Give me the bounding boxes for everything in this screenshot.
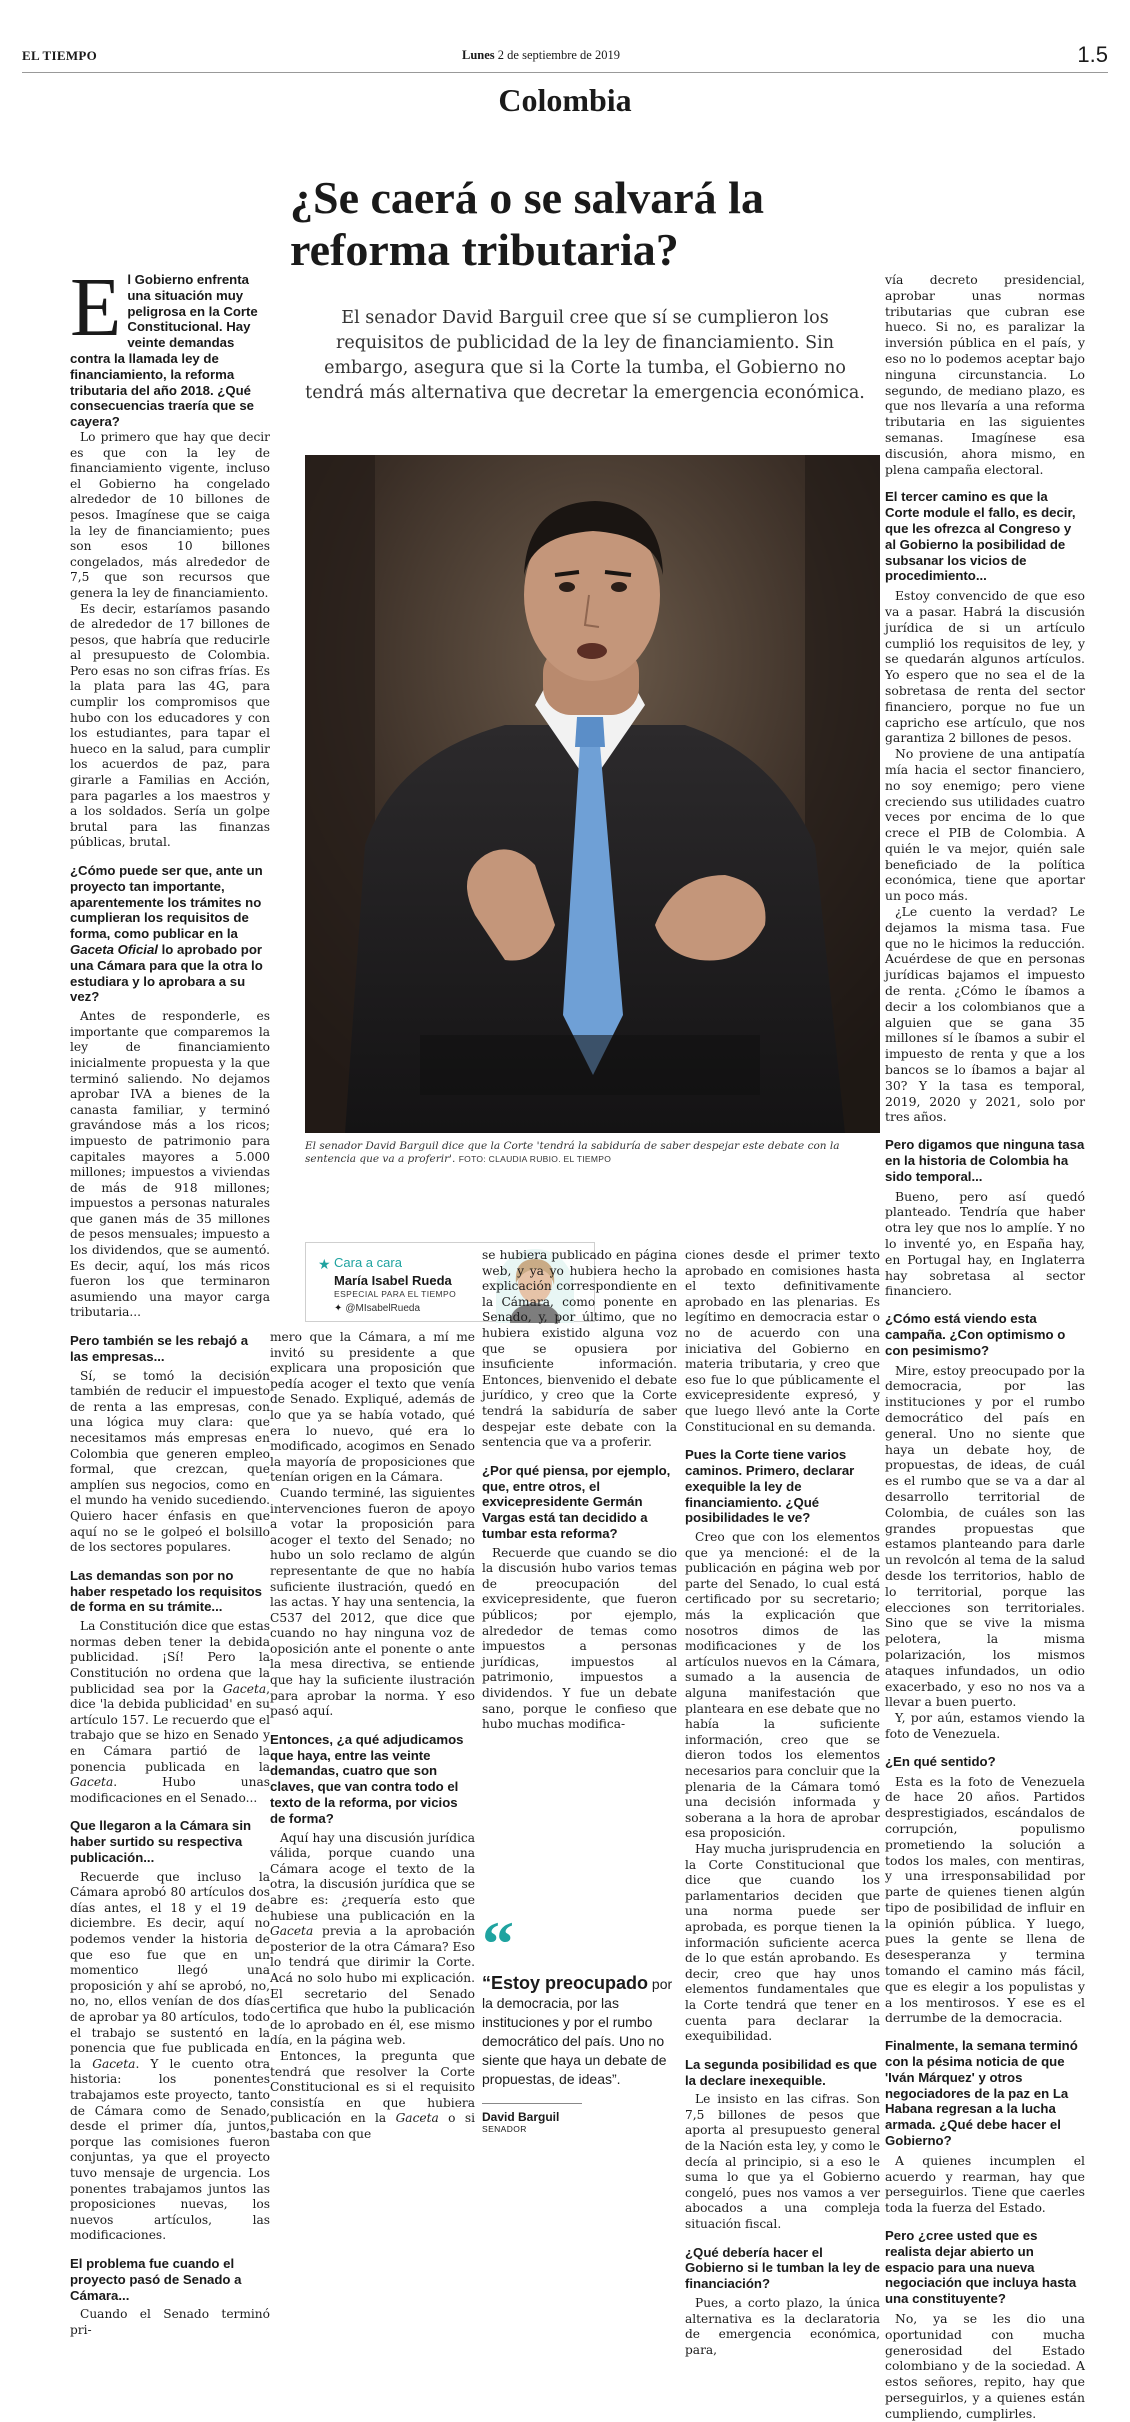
pull-quote-text: “Estoy preocupado por la democracia, por las instituciones y por el rumbo democrático del país. Uno no siente que haya un debate de propuestas, de ideas”. (482, 1973, 673, 2087)
question: Las demandas son por no haber respetado los requisitos de forma en su trámite... (70, 1567, 263, 1615)
question: Pero ¿cree usted que es realista dejar abierto un espacio para una nueva negociación que incluya hasta una constituyente? (885, 2228, 1077, 2307)
edition-date: Lunes 2 de septiembre de 2019 (462, 48, 620, 62)
question: ¿Por qué piensa, por ejemplo, que, entre otros, el exvicepresidente Germán Vargas está tan decidido a tumbar esta reforma? (482, 1462, 671, 1541)
paragraph: mero que la Cámara, a mí me invitó su presidente a que explicara una proposición que pedía acoger el texto que venía de Senado. Expliqué, además de lo que ya se había votado, qué era lo nuevo, qué era lo modificado, acogimos en Senado la mayoría de proposiciones que tenían origen en la Cámara. (270, 1330, 475, 1485)
paragraph: ¿Le cuento la verdad? Le dejamos la misma tasa. Fue que no le hicimos la reducción. Acuérdese de que en personas jurídicas bajamos el impuesto de renta. ¿Cómo le íbamos a decir a los colombianos que a alguien que se gana 35 millones sí le íbamos a subir el impuesto de renta y que a los bancos se lo íbamos a bajar al 30? Y la tasa es temporal, 2019, 2020 y 2021, solo por tres años. (885, 904, 1085, 1125)
divider (482, 2103, 582, 2104)
paragraph: Lo primero que hay que decir es que con la ley de financiamiento vigente, incluso el Gobierno ha congelado alrededor de 10 billones de pesos. Imagínese que se caiga la ley de financiamiento; pues son esos 10 billones congelados, más alrededor de 7,5 que son recursos que genera la ley de financiamiento. (70, 429, 270, 600)
question: El problema fue cuando el proyecto pasó de Senado a Cámara... (70, 2255, 242, 2303)
dropcap: E (70, 261, 122, 354)
question: Finalmente, la semana terminó con la pésima noticia de que 'Iván Márquez' y otros negociadores de la paz en La Habana regresan a la lucha armada. ¿Qué debe hacer el Gobierno? (885, 2038, 1078, 2149)
question: Entonces, ¿a qué adjudicamos que haya, entre las veinte demandas, cuatro que son claves, que van contra todo el texto de la reforma, por vicios de forma? (270, 1731, 464, 1826)
portrait-photo (305, 455, 880, 1133)
paragraph: se hubiera publicado en página web, y ya yo hubiera hecho la explicación correspondiente en la Cámara, como ponente en Senado, y, por último, que no hubiera existido alguna voz que se opusiera por insuficiente información. Entonces, bienvenido el debate jurídico, y creo que la Corte tendrá la sabiduría de saber despejar este debate con la sentencia que va a proferir. (482, 1248, 677, 1450)
portrait-illustration (305, 455, 880, 1133)
question: Pero también se les rebajó a las empresas... (70, 1333, 249, 1364)
paragraph: La Constitución dice que estas normas deben tener la debida publicidad. ¡Sí! Pero la Constitución no ordena que la publicidad sea por la Gaceta, dice 'la debida publicidad' en su artículo 157. Le recuerdo que el trabajo que se hizo en Senado y en Cámara partió de la ponencia publicada en la Gaceta. Hubo unas modificaciones en el Senado... (70, 1619, 270, 1805)
paragraph: Antes de responderle, es importante que comparemos la ley de financiamiento inicialmente propuesta y la que terminó saliendo. No dejamos aprobar IVA a bienes de la canasta familiar, y terminó gravándose más a los ricos; impuesto de patrimonio para capitales mayores a 5.000 millones; impuestos a viviendas de más de 918 millones; impuestos a personas naturales que ganen más de 35 millones de pesos mensuales; impuesto a los dividendos, que se aumentó. Es decir, aquí, los más ricos fueron los que terminaron asumiendo una mayor carga tributaria... (70, 1009, 270, 1320)
column-1 (70, 261, 271, 2352)
author-name: María Isabel Rueda (334, 1273, 452, 1288)
paragraph: Recuerde que cuando se dio la discusión hubo varios temas de preocupación del exvicepresidente, que fueron públicos; por ejemplo, alrededor de temas como impuestos a personas jurídicas, impuestos al patrimonio, impuestos a dividendos. Y fue un debate sano, porque le confieso que hubo muchas modifica- (482, 1545, 677, 1732)
star-icon: ★ (318, 1257, 331, 1273)
section-title: Colombia (498, 82, 632, 118)
paragraph: Bueno, pero así quedó planteado. Tendría que haber otra ley que nos lo amplíe. Y no lo inventé yo, en España hay, en Portugal hay, en Inglaterra hay sobretasa al sector financiero. (885, 1188, 1085, 1299)
author-affiliation: ESPECIAL PARA EL TIEMPO (334, 1289, 457, 1299)
question: Pero digamos que ninguna tasa en la historia de Colombia ha sido temporal... (885, 1137, 1085, 1184)
brand-logo: EL TIEMPO (22, 48, 98, 63)
lead-question: E l Gobierno enfrenta una situación muy peligrosa en la Corte Constitucional. Hay veinte demandas contra la llamada ley de financiamiento, la reforma tributaria del año 2018. ¿Qué consecuencias traería que se cayera? (70, 261, 258, 430)
column-3 (482, 1248, 677, 1898)
paragraph: Creo que con los elementos que ya mencioné: el de la publicación en página web por parte del Senado, lo cual está certificado por su secretario; más la explicación que nosotros dimos de las modificaciones y de los artículos nuevos en la Cámara, sumado a la ausencia de alguna manifestación que planteara en ese debate que no había la suficiente información, creo que se dieron todos los elementos necesarios para concluir que la plenaria de la Cámara tomó una decisión informada y soberana a la hora de aprobar esa proposición. (685, 1530, 880, 1841)
paragraph: Cuando terminé, las siguientes intervenciones fueron de apoyo a votar la proposición para acoger el texto del Senado; no hubo un solo reclamo de algún representante de que no había suficiente ilustración, quedó en las actas. Y hay una sentencia, la C537 del 2012, que dice que cuando no hay ninguna voz de oposición ante el ponente o ante la mesa directiva, se entiende que hay la suficiente ilustración para aprobar la norma. Y eso pasó aquí. (270, 1485, 475, 1719)
paragraph: Sí, se tomó la decisión también de reducir el impuesto de renta a las empresas, con una lógica muy clara: que necesitamos más empresas en Colombia que generen empleo formal, que crezcan, que amplíen sus negocios, como en el mundo ha venido sucediendo. Quiero hacer énfasis en que aquí no se le golpeó el bolsillo de los sectores populares. (70, 1368, 270, 1555)
paragraph: Es decir, estaríamos pasando de alrededor de 17 billones de pesos, que habría que reducirle al presupuesto de Colombia. Pero esas no son cifras frías. Es la plata para las 4G, para cumplir los compromisos que hubo con los educadores y con los estudiantes, para tapar el hueco en la salud, para cumplir los acuerdos de paz, para girarle a Familias en Acción, para pagarles a los maestros y a los soldados. Sería un golpe brutal para las finanzas públicas, brutal. (70, 601, 270, 850)
question: La segunda posibilidad es que la declare inexequible. (685, 2056, 877, 2088)
paragraph: ciones desde el primer texto aprobado en comisiones hasta el texto definitivamente aprobado en las plenarias. Es legítimo en democracia estar o no de acuerdo con una iniciativa del Gobierno en materia tributaria, y creo que eso fue lo que públicamente el exvicepresidente expresó, y que luego llevó ante la Corte Constitucional en su demanda. (685, 1248, 880, 1434)
photo-caption: El senador David Barguil dice que la Corte 'tendrá la sabiduría de saber despejar este debate con la sentencia que va a proferir'. FOTO: CLAUDIA RUBIO. EL TIEMPO (305, 1140, 840, 1165)
photo-credit: FOTO: CLAUDIA RUBIO. EL TIEMPO (458, 1154, 612, 1164)
question: ¿Cómo puede ser que, ante un proyecto tan importante, aparentemente los trámites no cumplieran los requisitos de forma, como publicar en la Gaceta Oficial lo aprobado por una Cámara para que la otra lo estudiara y lo aprobara a su vez? (70, 863, 263, 1005)
paragraph: Estoy convencido de que eso va a pasar. Habrá la discusión jurídica de si un artículo cumplió los requisitos de ley, y se quedarán algunos artículos. Yo espero que no sea el de la sobretasa de renta del sector financiero, porque no fue un capricho ese artículo, que nos garantiza 2 billones de pesos. (885, 588, 1085, 746)
top-rule (22, 72, 1108, 73)
question: El tercer camino es que la Corte module el fallo, es decir, que les ofrezca al Congreso y al Gobierno la posibilidad de subsanar los vicios de procedimiento... (885, 489, 1076, 584)
pull-quote (482, 1908, 677, 2134)
quote-author: David Barguil (482, 2110, 560, 2124)
question: ¿En qué sentido? (885, 1753, 996, 1769)
paragraph: No, ya se les dio una oportunidad con mucha generosidad del Estado colombiano y de la sociedad. A estos señores, repito, hay que perseguirlos, y a quienes están cumpliendo, cumplirles. (885, 2311, 1085, 2421)
question: Que llegaron a la Cámara sin haber surtido su respectiva publicación... (70, 1818, 252, 1865)
paragraph: vía decreto presidencial, aprobar unas normas tributarias que cubran ese hueco. Si no, es paralizar la inversión pública en el país, y eso no lo podemos aceptar bajo ninguna circunstancia. Lo segundo, de mediano plazo, es que nos llevaría a una reforma tributaria en las siguientes semanas. Imagínese esa discusión, ahora mismo, en plena campaña electoral. (885, 272, 1085, 477)
masthead (22, 42, 1108, 68)
twitter-icon: ✦ (334, 1303, 343, 1314)
quote-mark-icon: “ (482, 1908, 514, 1979)
paragraph: No proviene de una antipatía mía hacia el sector financiero, no soy enemigo; pero viene creciendo sus utilidades cuatro veces por encima de lo que crece el PIB de Colombia. A quién le va mejor, quién sale beneficiado de la política económica, tiene que aportar un poco más. (885, 746, 1085, 904)
column-right (885, 272, 1085, 2421)
byline-label: Cara a cara (334, 1255, 402, 1270)
paragraph: Esta es la foto de Venezuela de hace 20 años. Partidos desprestigiados, escándalos de corrupción, populismo prometiendo la solución a todos los males, con mentiras, y una irresponsabilidad por parte de quienes tienen algún tipo de posibilidad de influir en la opinión pública. Y luego, pues la gente se llena de desesperanza y termina tomando el camino más fácil, que es elegir a los populistas y a los mentirosos. Y ese es el derrumbe de la democracia. (885, 1773, 1085, 2026)
paragraph: Le insisto en las cifras. Son 7,5 billones de pesos que aporta al presupuesto general de la Nación esta ley, y como le decía al principio, si a eso le suma lo que ya el Gobierno congeló, pues nos vamos a ver abocados a una compleja situación fiscal. (685, 2092, 880, 2232)
paragraph: A quienes incumplen el acuerdo y rearman, hay que perseguirlos. Tiene que caerles toda la fuerza del Estado. (885, 2152, 1085, 2216)
question: ¿Cómo está viendo esta campaña. ¿Con optimismo o con pesimismo? (885, 1311, 1066, 1358)
quote-author-role: SENADOR (482, 2124, 527, 2134)
deck: El senador David Barguil cree que sí se cumplieron los requisitos de publicidad de la ley de financiamiento. Sin embargo, asegura que si la Corte la tumba, el Gobierno no tendrá más alternativa que decretar la emergencia económica. (305, 308, 865, 403)
headline: ¿Se caerá o se salvará la reforma tributaria? (290, 172, 764, 275)
column-2 (270, 1330, 475, 2330)
paragraph: Cuando el Senado terminó pri- (70, 2307, 270, 2337)
column-4 (685, 1248, 880, 2357)
paragraph: Entonces, la pregunta que tendrá que resolver la Corte Constitucional es si el requisito consistía en que hubiera publicación en la Gaceta o si bastaba con que (270, 2048, 475, 2141)
question: Pues la Corte tiene varios caminos. Primero, declarar exequible la ley de financiamiento. ¿Qué posibilidades le ve? (685, 1447, 855, 1526)
paragraph: Hay mucha jurisprudencia en la Corte Constitucional que dice que cuando los parlamentarios deciden que una norma puede ser aprobada, es porque tienen la información suficiente acerca de lo que están aprobando. Es decir, creo que hay unos elementos fundamentales que la Corte tendrá que tener en cuenta para declarar la exequibilidad. (685, 1841, 880, 2044)
author-twitter: ✦ @MIsabelRueda (334, 1303, 421, 1314)
paragraph: Aquí hay una discusión jurídica válida, porque cuando una Cámara acoge el texto de la otra, la discusión jurídica que se abre es: ¿requería esto que hubiese una publicación en la Gaceta previa a la aprobación posterior de la otra Cámara? Eso lo tendrá que dirimir la Corte. Acá no solo hubo mi explicación. El secretario del Senado certifica que hubo la publicación de lo aprobado en él, ese mismo día, en la página web. (270, 1830, 475, 2048)
paragraph: Y, por aún, estamos viendo la foto de Venezuela. (885, 1710, 1085, 1741)
page-number: 1.5 (1077, 42, 1108, 67)
paragraph: Mire, estoy preocupado por la democracia, por las instituciones y por el rumbo democrático del país en general. Uno no siente que haya un debate hoy, de propuestas, de ideas, de cuál es el rumbo que se va a dar al desarrollo territorial de Colombia, de cuáles son las grandes propuestas que estamos planteando para darle un revolcón al tema de la salud desde los territorios, hablo de lo territorial, porque las elecciones son territoriales. Sino que se vive la misma pelotera, la misma polarización, los mismos ataques infundados, un odio exacerbado, y eso no nos va a llevar a buen puerto. (885, 1362, 1085, 1710)
question: ¿Qué debería hacer el Gobierno si le tumban la ley de financiación? (685, 2244, 880, 2292)
paragraph: Recuerde que incluso la Cámara aprobó 80 artículos dos días antes, el 18 y el 19 de diciembre. Es decir, aquí no podemos vender la historia de que eso fue que en un momentico llegó una proposición y ahí se aprobó, no, no, no, ellos venían de dos días de aprobar ya 80 artículos, todo el trabajo se sustentó en la ponencia que fue publicada en la Gaceta. Y le cuento otra historia: los ponentes trabajamos este proyecto, tanto de Cámara como de Senado, desde el primer día, juntos, porque las comisiones fueron conjuntas, ya que el proyecto tuvo mensaje de urgencia. Los ponentes trabajamos juntos las proposiciones nuevas, los nuevos artículos, las modificaciones. (70, 1869, 271, 2243)
paragraph: Pues, a corto plazo, la única alternativa es la declaratoria de emergencia económica, para, (685, 2296, 880, 2357)
